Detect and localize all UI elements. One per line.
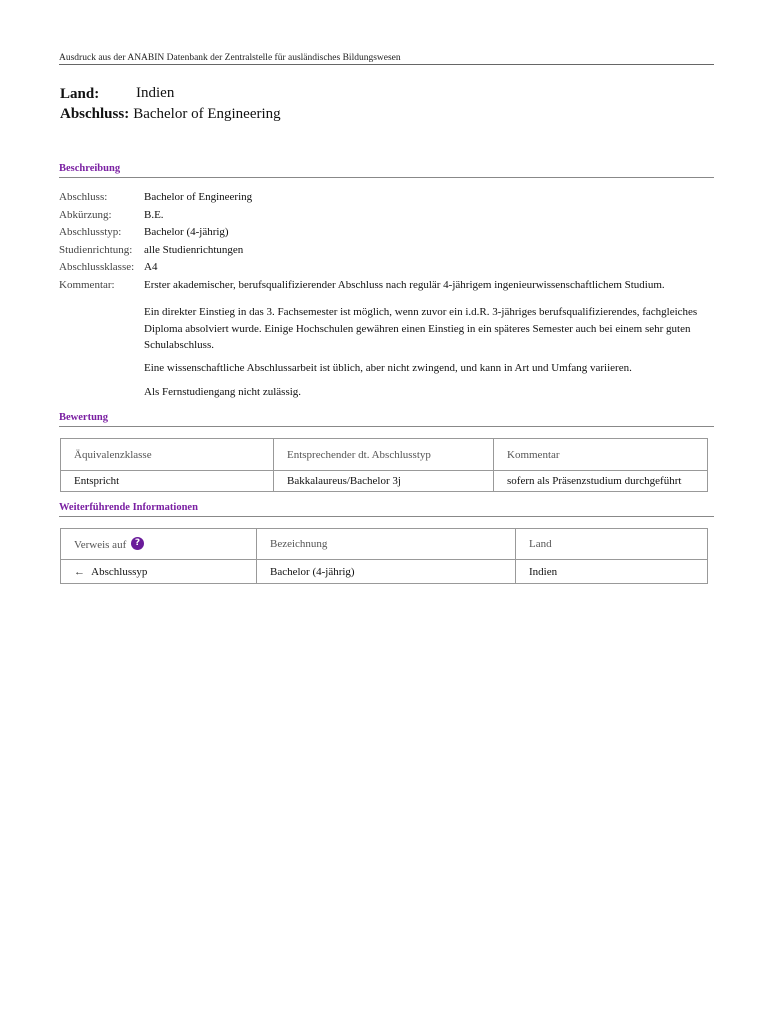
field-label: Abkürzung: xyxy=(59,208,112,221)
table-cell: Bakkalaureus/Bachelor 3j xyxy=(274,471,494,492)
field-abkuerzung xyxy=(59,207,709,225)
bewertung-table xyxy=(60,438,708,492)
column-header: Land xyxy=(516,529,708,560)
section-beschreibung-divider xyxy=(59,177,714,178)
arrow-left-icon: ← xyxy=(74,565,85,578)
print-header: Ausdruck aus der ANABIN Datenbank der Zentralstelle für ausländisches Bildungswesen xyxy=(59,53,401,63)
field-value: Bachelor of Engineering xyxy=(144,191,253,203)
land-value: Indien xyxy=(136,85,175,101)
comment-paragraph-1: Ein direkter Einstieg in das 3. Fachsemester ist möglich, wenn zuvor ein i.d.R. 3-jähriges berufsqualifizierendes, fachgleiches Diploma absolviert wurde. Einige Hochschulen gewähren einen Einstieg in ein späteres Semester auch bei einem sehr guten Schulabschluss. xyxy=(144,306,698,351)
weitere-table xyxy=(60,528,708,584)
description-list xyxy=(59,189,709,294)
table-cell: Bachelor (4-jährig) xyxy=(257,560,516,584)
field-value: Bachelor (4-jährig) xyxy=(144,226,229,238)
title-land-row xyxy=(60,85,175,103)
table-header-row xyxy=(61,439,708,471)
table-cell-verweis[interactable] xyxy=(61,560,257,584)
section-bewertung-divider xyxy=(59,426,714,427)
field-label: Studienrichtung: xyxy=(59,243,133,256)
table-cell: sofern als Präsenzstudium durchgeführt xyxy=(494,471,708,492)
field-label: Abschlussklasse: xyxy=(59,261,135,273)
comment-paragraph-2: Eine wissenschaftliche Abschlussarbeit ist üblich, aber nicht zwingend, und kann in Art und Umfang variieren. xyxy=(144,362,632,374)
table-row xyxy=(61,560,708,584)
field-abschluss xyxy=(59,189,709,207)
field-label: Abschlusstyp: xyxy=(59,226,122,238)
field-value: B.E. xyxy=(144,208,164,221)
title-abschluss-row xyxy=(60,105,281,123)
table-header-row xyxy=(61,529,708,560)
field-value: Erster akademischer, berufsqualifizierender Abschluss nach regulär 4-jährigem ingenieurwissenschaftlichem Studium. xyxy=(144,278,665,291)
comment-paragraph-3: Als Fernstudiengang nicht zulässig. xyxy=(144,386,302,398)
header-divider xyxy=(59,64,714,65)
column-header-verweis xyxy=(61,529,257,560)
field-abschlusstyp xyxy=(59,224,709,242)
column-header-label: Verweis auf xyxy=(74,539,127,551)
field-abschlussklasse xyxy=(59,259,709,277)
abschluss-value: Bachelor of Engineering xyxy=(133,106,281,122)
section-weitere-title: Weiterführende Informationen xyxy=(59,502,198,513)
field-value: A4 xyxy=(144,261,158,273)
section-bewertung-title: Bewertung xyxy=(59,412,108,423)
field-kommentar xyxy=(59,277,709,295)
reference-link[interactable]: Abschlussyp xyxy=(91,565,148,578)
table-row xyxy=(61,471,708,492)
section-beschreibung-title: Beschreibung xyxy=(59,163,121,174)
field-studienrichtung xyxy=(59,242,709,260)
field-label: Kommentar: xyxy=(59,278,115,291)
column-header: Äquivalenzklasse xyxy=(61,439,274,471)
land-label: Land: xyxy=(60,86,100,102)
column-header: Bezeichnung xyxy=(257,529,516,560)
field-label: Abschluss: xyxy=(59,191,108,203)
table-cell: Entspricht xyxy=(61,471,274,492)
column-header: Entsprechender dt. Abschlusstyp xyxy=(274,439,494,471)
section-weitere-divider xyxy=(59,516,714,517)
abschluss-label: Abschluss: xyxy=(60,106,130,122)
column-header: Kommentar xyxy=(494,439,708,471)
table-cell: Indien xyxy=(516,560,708,584)
question-circle-icon[interactable]: ? xyxy=(131,537,144,550)
field-value: alle Studienrichtungen xyxy=(144,243,244,256)
